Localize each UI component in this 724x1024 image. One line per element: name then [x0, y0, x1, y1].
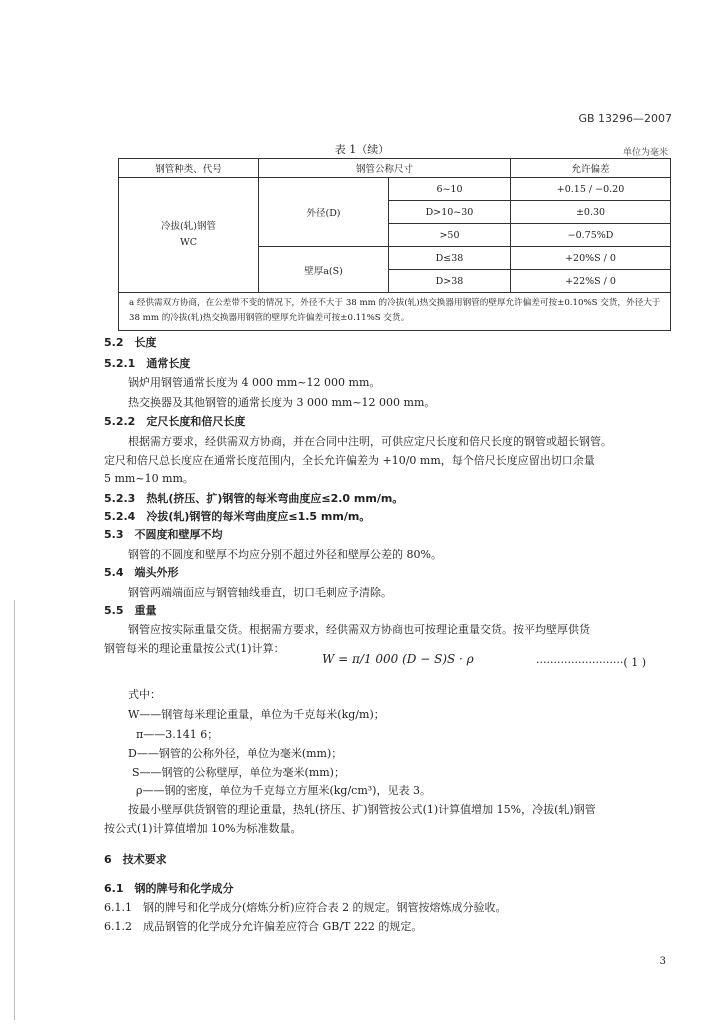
- paragraph: 钢管两端端面应与钢管轴线垂直，切口毛刺应予清除。: [128, 586, 392, 599]
- page-number: 3: [659, 956, 666, 967]
- paragraph: 定尺和倍尺总长度应在通常长度范围内，全长允许偏差为 +10/0 mm，每个倍尺长度应留出切口余量: [104, 454, 595, 467]
- variable-definition: π——3.141 6；: [136, 728, 219, 741]
- header-size: 钢管公称尺寸: [259, 159, 511, 178]
- section-5-2-2: 5.2.2 定尺长度和倍尺长度: [104, 415, 246, 428]
- section-5-2: 5.2 长度: [104, 336, 157, 349]
- kind-code: WC: [179, 237, 198, 248]
- variable-definition: W——钢管每米理论重量，单位为千克每米(kg/m)；: [128, 708, 385, 721]
- table-caption: 表 1（续）: [334, 143, 390, 156]
- table-row: [119, 178, 671, 201]
- deviation-value: +22%S / 0: [511, 270, 671, 293]
- table-unit: 单位为毫米: [622, 148, 668, 158]
- variable-definition: S——钢管的公称壁厚，单位为毫米(mm)；: [132, 766, 345, 779]
- od-label: 外径(D): [259, 178, 389, 247]
- kind-cell: [119, 178, 259, 293]
- header-kind: 钢管种类、代号: [119, 159, 259, 178]
- standard-number: GB 13296—2007: [578, 112, 672, 125]
- section-6-1-2: 6.1.2 成品钢管的化学成分允许偏差应符合 GB/T 222 的规定。: [104, 920, 423, 933]
- section-6-1: 6.1 钢的牌号和化学成分: [104, 882, 234, 895]
- paragraph: 根据需方要求，经供需双方协商，并在合同中注明，可供应定尺长度和倍尺长度的钢管或超长钢管。: [128, 435, 612, 448]
- paragraph: 钢管应按实际重量交货。根据需方要求，经供需双方协商也可按理论重量交货。按平均壁厚供货: [128, 623, 590, 636]
- size-range: D>38: [389, 270, 511, 293]
- paragraph: 5 mm~10 mm。: [104, 472, 194, 485]
- formula-number: ·························( 1 ): [536, 656, 646, 669]
- scan-edge-line: [14, 600, 15, 1020]
- wt-label: 壁厚a(S): [259, 247, 389, 293]
- deviation-value: +0.15 / −0.20: [511, 178, 671, 201]
- deviation-value: −0.75%D: [511, 224, 671, 247]
- section-5-3: 5.3 不圆度和壁厚不均: [104, 528, 223, 541]
- table-note: a 经供需双方协商，在公差带不变的情况下，外径不大于 38 mm 的冷拔(轧)热交换器用钢管的壁厚允许偏差可按±0.10%S 交货，外径大于 38 mm 的冷拔(轧)热交换器用钢管的壁厚允许偏差可按±0.11%S 交货。: [119, 293, 671, 331]
- paragraph: 钢管每米的理论重量按公式(1)计算：: [104, 642, 285, 655]
- paragraph: 按最小壁厚供货钢管的理论重量，热轧(挤压、扩)钢管按公式(1)计算值增加 15%，冷拔(轧)钢管: [128, 803, 596, 816]
- section-5-2-4: 5.2.4 冷拔(轧)钢管的每米弯曲度应≤1.5 mm/m。: [104, 510, 371, 523]
- deviation-value: ±0.30: [511, 201, 671, 224]
- paragraph: 钢管的不圆度和壁厚不均应分别不超过外径和壁厚公差的 80%。: [128, 548, 442, 561]
- section-6-1-1: 6.1.1 钢的牌号和化学成分(熔炼分析)应符合表 2 的规定。钢管按熔炼成分验收。: [104, 901, 507, 914]
- size-range: D>10~30: [389, 201, 511, 224]
- tolerance-table: [118, 158, 671, 331]
- section-5-5: 5.5 重量: [104, 604, 157, 617]
- size-range: >50: [389, 224, 511, 247]
- paragraph: 按公式(1)计算值增加 10%为标准数量。: [104, 822, 302, 835]
- section-5-2-1: 5.2.1 通常长度: [104, 357, 191, 370]
- variable-definition: ρ——钢的密度，单位为千克每立方厘米(kg/cm³)，见表 3。: [136, 784, 431, 797]
- table-note-row: [119, 293, 671, 331]
- size-range: 6~10: [389, 178, 511, 201]
- section-6: 6 技术要求: [104, 853, 167, 866]
- section-5-2-3: 5.2.3 热轧(挤压、扩)钢管的每米弯曲度应≤2.0 mm/m。: [104, 492, 404, 505]
- variable-definition: D——钢管的公称外径，单位为毫米(mm)；: [128, 747, 343, 760]
- size-range: D≤38: [389, 247, 511, 270]
- paragraph: 锅炉用钢管通常长度为 4 000 mm~12 000 mm。: [128, 376, 381, 389]
- section-5-4: 5.4 端头外形: [104, 566, 179, 579]
- header-deviation: 允许偏差: [511, 159, 671, 178]
- deviation-value: +20%S / 0: [511, 247, 671, 270]
- table-header-row: [119, 159, 671, 178]
- weight-formula: W = π/1 000 (D − S)S · ρ: [322, 652, 474, 666]
- where-label: 式中：: [128, 688, 161, 701]
- kind-name: 冷拔(轧)钢管: [161, 221, 216, 232]
- paragraph: 热交换器及其他钢管的通常长度为 3 000 mm~12 000 mm。: [128, 396, 436, 409]
